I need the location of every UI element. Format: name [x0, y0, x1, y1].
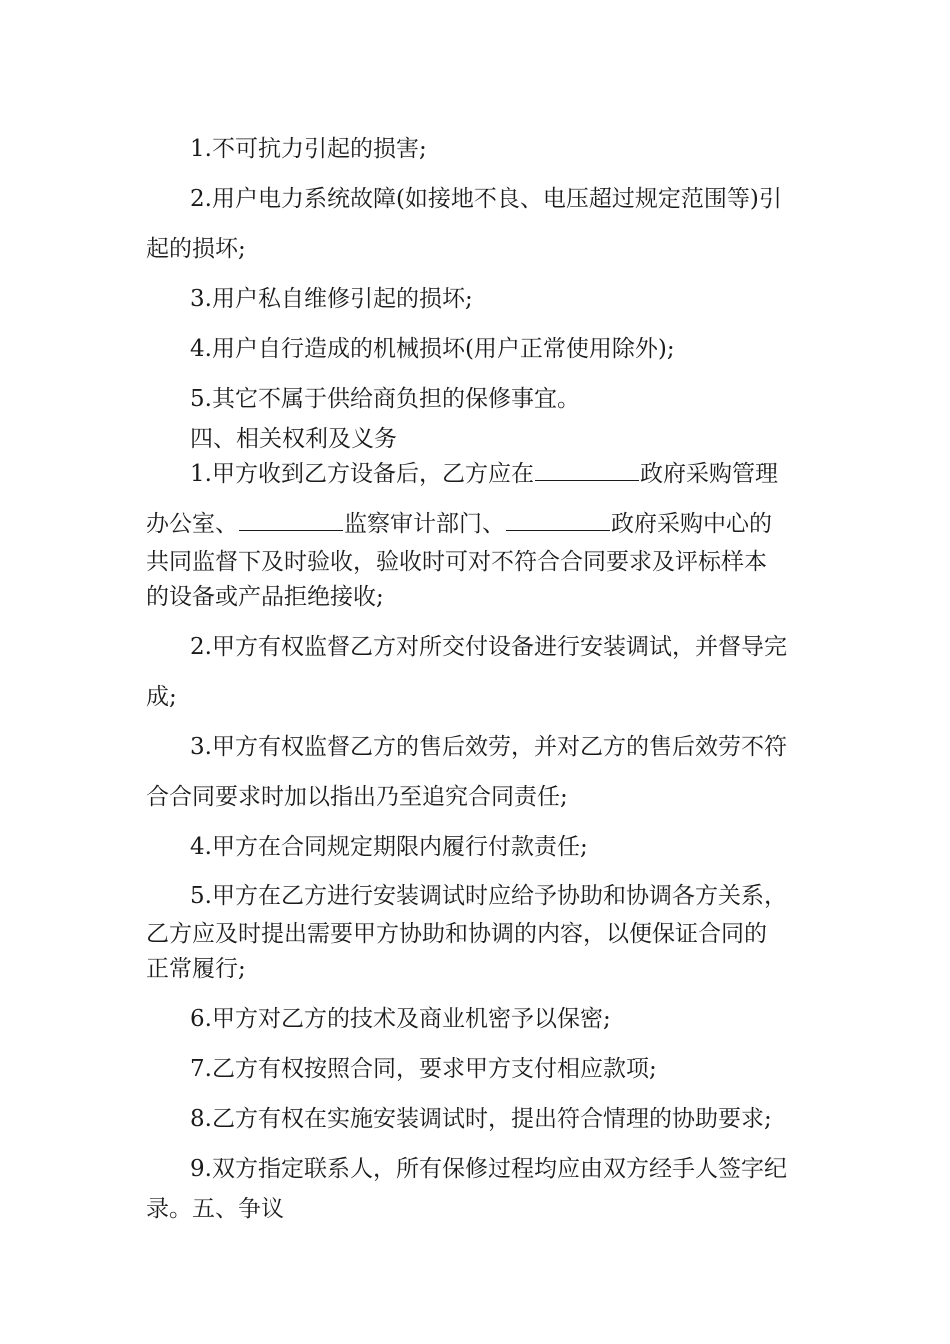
right-9-line-2: 录。五、争议 [146, 1196, 284, 1222]
right-3-line-1: 3.甲方有权监督乙方的售后效劳，并对乙方的售后效劳不符 [190, 734, 787, 760]
right-8: 8.乙方有权在实施安装调试时，提出符合情理的协助要求; [190, 1106, 772, 1132]
item-3: 3.用户私自维修引起的损坏; [190, 286, 473, 312]
item-1: 1.不可抗力引起的损害; [190, 136, 427, 162]
right-3-line-2: 合合同要求时加以指出乃至追究合同责任; [146, 784, 568, 810]
section-heading: 四、相关权利及义务 [190, 426, 397, 452]
right-1-line-3: 共同监督下及时验收，验收时可对不符合合同要求及评标样本 [146, 549, 767, 575]
blank-field [239, 506, 343, 531]
right-5-line-3: 正常履行; [146, 956, 246, 982]
right-1-text-b: 政府采购管理 [639, 461, 778, 487]
right-5-line-1: 5.甲方在乙方进行安装调试时应给予协助和协调各方关系， [190, 883, 787, 909]
blank-field [535, 456, 639, 481]
right-5-line-2: 乙方应及时提出需要甲方协助和协调的内容，以便保证合同的 [146, 921, 767, 947]
right-1-line-2 [146, 505, 808, 543]
right-4: 4.甲方在合同规定期限内履行付款责任; [190, 834, 588, 860]
item-2-line-1: 2.用户电力系统故障(如接地不良、电压超过规定范围等)引 [190, 186, 782, 212]
item-4: 4.用户自行造成的机械损坏(用户正常使用除外); [190, 336, 675, 362]
right-1-line-4: 的设备或产品拒绝接收; [146, 584, 384, 610]
right-1-text-d: 监察审计部门、 [344, 511, 505, 537]
right-1-text-a: 1.甲方收到乙方设备后，乙方应在 [190, 461, 534, 487]
right-7: 7.乙方有权按照合同，要求甲方支付相应款项; [190, 1056, 657, 1082]
right-2-line-1: 2.甲方有权监督乙方对所交付设备进行安装调试，并督导完 [190, 634, 787, 660]
right-1-text-c: 办公室、 [146, 511, 238, 537]
right-9-line-1: 9.双方指定联系人，所有保修过程均应由双方经手人签字纪 [190, 1156, 787, 1182]
right-1-text-e: 政府采购中心的 [611, 511, 772, 537]
item-2-line-2: 起的损坏; [146, 236, 246, 262]
right-6: 6.甲方对乙方的技术及商业机密予以保密; [190, 1006, 611, 1032]
blank-field [506, 506, 610, 531]
right-1-line-1 [146, 455, 808, 493]
item-5: 5.其它不属于供给商负担的保修事宜。 [190, 386, 580, 412]
right-2-line-2: 成; [146, 684, 177, 710]
